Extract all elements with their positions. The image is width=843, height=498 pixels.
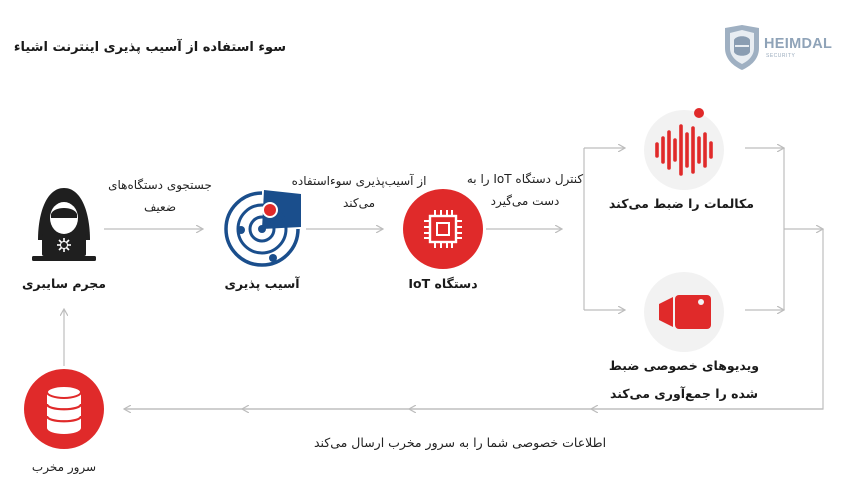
video-label xyxy=(604,352,764,408)
edge-exploit-line1: از آسیب‌پذیری سوءاستفاده xyxy=(291,174,427,188)
record-node xyxy=(642,108,726,192)
diagram-title: سوء استفاده از آسیب پذیری اینترنت اشیاء xyxy=(13,40,286,55)
database-icon xyxy=(23,368,105,450)
edge-exploit-line2: می‌کند xyxy=(342,196,376,210)
hacker-label: مجرم سایبری xyxy=(21,276,107,291)
edge-label-control xyxy=(450,168,600,212)
hooded-hacker-laptop-icon xyxy=(24,184,104,266)
edge-control-line2: دست می‌گیرد xyxy=(490,194,560,208)
logo-tagline: SECURITY xyxy=(766,53,796,59)
vulnerability-label: آسیب پذیری xyxy=(224,276,300,291)
video-node xyxy=(642,270,726,354)
hacker-node xyxy=(24,184,104,266)
server-node xyxy=(23,368,105,450)
edge-search-line1: جستجوی دستگاه‌های xyxy=(108,178,212,192)
edge-label-search xyxy=(100,174,220,218)
server-label: سرور مخرب xyxy=(31,460,97,474)
edge-search-line2: ضعیف xyxy=(143,200,177,214)
iot-device-label: دستگاه IoT xyxy=(408,276,478,291)
heimdal-logo xyxy=(722,24,834,72)
logo-brand: HEIMDAL xyxy=(764,36,833,52)
record-label: مکالمات را ضبط می‌کند xyxy=(608,196,754,211)
shield-icon xyxy=(722,24,762,72)
edge-label-send: اطلاعات خصوصی شما را به سرور مخرب ارسال می‌کند xyxy=(313,435,607,450)
video-label-line1: ویدیوهای خصوصی ضبط xyxy=(608,358,760,373)
video-camera-icon xyxy=(642,270,726,354)
video-label-line2: شده را جمع‌آوری می‌کند xyxy=(609,386,759,401)
audio-waveform-icon xyxy=(642,108,726,192)
edge-control-line1: کنترل دستگاه IoT را به xyxy=(466,172,584,186)
